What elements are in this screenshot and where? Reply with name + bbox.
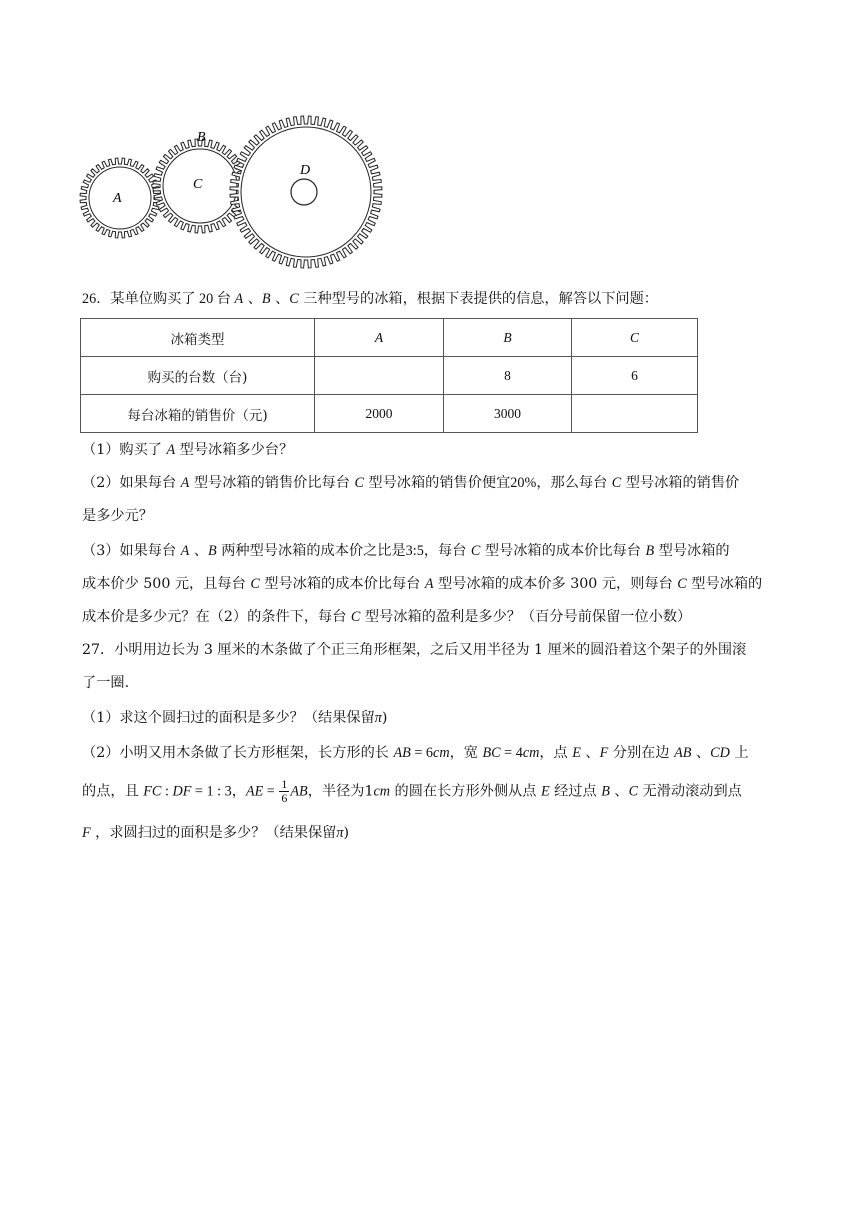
text: 了一圈. — [82, 675, 130, 691]
text: 型号冰箱的 — [654, 543, 730, 559]
var-a: A — [234, 291, 244, 307]
text: ，宽 — [449, 745, 483, 761]
table-cell: 2000 — [315, 395, 444, 433]
text: 型号冰箱的盈利是多少？（百分号前保留一位小数） — [360, 609, 692, 625]
table-cell — [315, 357, 444, 395]
q26-part1 — [82, 440, 802, 460]
text: 上 — [729, 745, 749, 761]
pi: π — [336, 825, 344, 841]
unit: cm — [433, 745, 450, 761]
text: 无滑动滚动到点 — [638, 783, 742, 800]
text: 型号冰箱的 — [686, 576, 763, 592]
table-cell: 8 — [444, 357, 572, 395]
table-row — [81, 357, 698, 395]
text: 型号冰箱的成本价比每台 — [259, 576, 425, 592]
table-header-row — [81, 319, 698, 357]
text: 型号冰箱的成本价多 300 元，则每台 — [433, 576, 678, 592]
q26-part2-line2 — [82, 506, 802, 526]
gear-label-c: C — [193, 177, 203, 192]
value: = 6 — [410, 745, 434, 761]
q26-stem-text: 三种型号的冰箱，根据下表提供的信息，解答以下问题： — [298, 291, 658, 307]
var-c: C — [289, 291, 299, 307]
table-cell — [572, 395, 698, 433]
var: C — [250, 576, 260, 592]
var: F — [82, 825, 91, 841]
table-cell: 每台冰箱的销售价（元) — [81, 395, 315, 433]
ratio: = 1 : 3 — [191, 783, 232, 800]
var: FC — [143, 783, 162, 800]
var: CD — [710, 745, 730, 761]
table-header-cell: 冰箱类型 — [81, 319, 315, 357]
text: （1）求这个圆扫过的面积是多少？（结果保留 — [82, 710, 375, 726]
var: E — [540, 783, 550, 800]
text: 分别在边 — [608, 745, 675, 761]
value: = 4 — [500, 745, 523, 761]
var: BC — [482, 745, 501, 761]
table-cell: 3000 — [444, 395, 572, 433]
var: C — [350, 609, 361, 625]
table-header-cell: C — [572, 319, 698, 357]
q27-part1 — [82, 708, 802, 728]
var: B — [645, 543, 655, 559]
text: ) — [381, 710, 388, 726]
q27-part2-line3 — [82, 823, 802, 843]
gears-figure — [76, 108, 396, 278]
var-b: B — [261, 291, 271, 307]
text: 型号冰箱的销售价 — [621, 475, 740, 491]
pi: π — [374, 710, 382, 726]
text: 两种型号冰箱的成本价之比是 — [216, 543, 406, 559]
text: 、 — [691, 745, 711, 761]
q26-part2-line1 — [82, 473, 802, 493]
gear-label-a: A — [113, 191, 122, 206]
var: B — [208, 543, 217, 559]
unit: cm — [373, 783, 391, 800]
text: ，求圆扫过的面积是多少？（结果保留 — [90, 825, 337, 841]
text: 型号冰箱的销售价比每台 — [189, 475, 355, 491]
var: AB — [393, 745, 411, 761]
fraction-denominator: 6 — [281, 791, 288, 805]
var: AB — [290, 783, 308, 800]
text: 、 — [580, 745, 600, 761]
gear-label-b: B — [197, 130, 206, 145]
ratio: 3:5 — [405, 543, 424, 559]
fraction — [279, 778, 289, 805]
var: C — [470, 543, 481, 559]
var: C — [628, 783, 639, 800]
text: 的圆在长方形外侧从点 — [390, 783, 541, 800]
text: 经过点 — [549, 783, 602, 800]
var: C — [611, 475, 622, 491]
var: B — [601, 783, 610, 800]
text: 型号冰箱的成本价比每台 — [480, 543, 646, 559]
table-cell: 购买的台数（台) — [81, 357, 315, 395]
fraction-numerator: 1 — [281, 777, 288, 791]
gear-label-d: D — [300, 163, 311, 178]
text: （2）如果每台 — [82, 475, 181, 491]
var: A — [166, 442, 176, 458]
q26-part3-line3 — [82, 607, 802, 627]
var: AB — [674, 745, 692, 761]
var: DF — [172, 783, 192, 800]
text: ，半径为1 — [307, 783, 374, 800]
var: AE — [245, 783, 264, 800]
var: A — [180, 543, 190, 559]
percent: 20% — [510, 475, 537, 491]
text: = — [263, 783, 279, 800]
gear-d-shape — [230, 116, 382, 268]
text: 、 — [609, 783, 629, 800]
q27-stem-line1 — [82, 640, 802, 660]
gear-d-teeth — [230, 116, 382, 268]
text: 、 — [189, 543, 209, 559]
text: ) — [343, 825, 350, 841]
var: A — [180, 475, 190, 491]
table-cell: 6 — [572, 357, 698, 395]
q27-part2-line1 — [82, 743, 802, 763]
text: ，每台 — [423, 543, 471, 559]
q26-part3-line1 — [82, 541, 802, 561]
text: （3）如果每台 — [82, 543, 181, 559]
table-header-cell: A — [315, 319, 444, 357]
q26-part3-line2 — [82, 574, 802, 594]
unit: cm — [522, 745, 540, 761]
punct: 、 — [270, 291, 290, 307]
text: 型号冰箱多少台？ — [175, 442, 294, 458]
text: ， — [231, 783, 246, 800]
punct: 、 — [243, 291, 262, 307]
text: : — [161, 783, 173, 800]
text: （2）小明又用木条做了长方形框架，长方形的长 — [82, 745, 394, 761]
fridge-table — [80, 318, 698, 433]
table-row — [81, 395, 698, 433]
var: A — [424, 576, 434, 592]
var: C — [677, 576, 687, 592]
text: 的点，且 — [82, 783, 144, 800]
table-header-cell: B — [444, 319, 572, 357]
text: 27．小明用边长为 3 厘米的木条做了个正三角形框架，之后又用半径为 1 厘米的圆沿着这个架子的外围滚 — [82, 642, 747, 658]
var: C — [354, 475, 364, 491]
q26-stem-text: 26．某单位购买了 20 台 — [82, 291, 235, 307]
var: E — [572, 745, 581, 761]
q27-part2-line2 — [82, 778, 802, 805]
q26-stem — [82, 289, 802, 309]
text: ，点 — [539, 745, 573, 761]
q27-stem-line2 — [82, 673, 802, 693]
text: ，那么每台 — [536, 475, 612, 491]
text: 型号冰箱的销售价便宜 — [363, 475, 511, 491]
text: 是多少元？ — [82, 508, 153, 524]
text: 成本价是多少元？在（2）的条件下，每台 — [82, 609, 351, 625]
var: F — [599, 745, 609, 761]
text: （1）购买了 — [82, 442, 167, 458]
text: 成本价少 500 元，且每台 — [82, 576, 251, 592]
